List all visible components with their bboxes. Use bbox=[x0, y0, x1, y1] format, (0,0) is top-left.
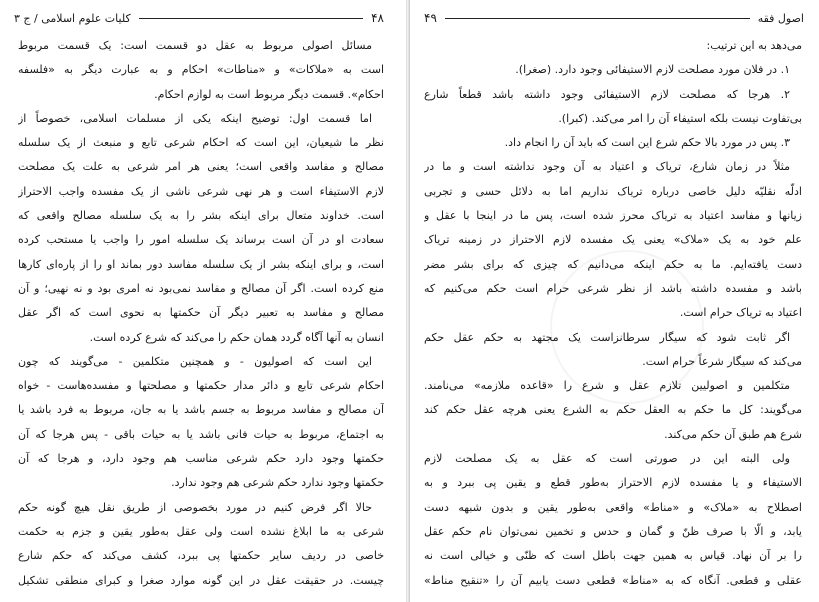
text-line: است، و برای اینکه بشر از یک سلسله مفاسد دور بماند او را از پاره‌ای کارها bbox=[18, 257, 384, 271]
left-page-header bbox=[14, 8, 384, 28]
right-page-number: ۴۹ bbox=[424, 11, 437, 25]
text-line: آن مصالح و مفاسد مربوط به جسم باشد یا به جان، مربوط به فرد باشد یا bbox=[18, 403, 384, 417]
text-line: الاستیفاء و یا مفسده لازم الاحتراز به‌طور قطع و یقین پی ببرد و به bbox=[424, 476, 802, 490]
text-line: ۲. هرجا که مصلحت لازم الاستیفائی وجود داشته باشد قطعاً شارع bbox=[424, 87, 790, 101]
right-page-header bbox=[424, 8, 804, 28]
text-line: نظر ما شیعیان، این است که احکام شرعی تابع و منبعث از یک سلسله bbox=[18, 136, 384, 150]
right-page-body bbox=[424, 34, 802, 593]
text-line: ۱. در فلان مورد مصلحت لازم الاستیفائی وجود دارد. (صغرا). bbox=[515, 63, 790, 77]
text-line: سعادت او در آن است برساند یک سلسله امور را واجب یا مستحب کرده bbox=[18, 233, 384, 247]
right-page bbox=[409, 0, 819, 602]
text-line: حکمتها وجود دارد حکم شرعی مناسب هم وجود دارد، و هرجا که آن bbox=[18, 452, 384, 466]
right-running-title: اصول فقه bbox=[757, 11, 804, 25]
text-line: احکام شرعی تابع و دائر مدار حکمتها و مصلحتها و مفسده‌هاست - خواه bbox=[18, 379, 384, 393]
text-line: ادلّه نقلیّه دلیل خاصی درباره تریاک نداریم اما به دلائل حسی و تجربی bbox=[424, 184, 802, 198]
text-line: این است که اصولیون - و همچنین متکلمین - می‌گویند که چون bbox=[18, 354, 372, 368]
text-line: ۳. پس در مورد بالا حکم شرع این است که باید آن را انجام داد. bbox=[504, 136, 790, 150]
text-line: باشد و مفسده داشته باشد از نظر شرعی حرام است حکم می‌کنیم که bbox=[424, 281, 802, 295]
text-line: اصطلاح به «ملاک» و «مناط» واقعی به‌طور یقین و بدون شبهه دست bbox=[424, 500, 802, 514]
header-rule bbox=[445, 18, 750, 19]
text-line: خاصی در ردیف سایر حکمتها پی ببرد، کشف می‌کند که حکم شارع bbox=[18, 549, 384, 563]
text-line: اما قسمت اول: توضیح اینکه یکی از مسلمات اسلامی، خصوصاً از bbox=[18, 111, 372, 125]
left-running-title: کلیات علوم اسلامی / ج ۳ bbox=[14, 11, 131, 25]
text-line: متکلمین و اصولیین تلازم عقل و شرع را «قاعده ملازمه» می‌نامند. bbox=[424, 379, 790, 393]
text-line: می‌گویند: کل ما حکم به العقل حکم به الشرع یعنی هرچه عقل حکم کند bbox=[424, 403, 802, 417]
text-line: را بر آن نهاد. قیاس به همین جهت باطل است که ظنّی و خیالی است نه bbox=[424, 549, 802, 563]
text-line: ولی البته این در صورتی است که عقل به یک مصلحت لازم bbox=[424, 452, 790, 466]
text-line: دست یافته‌ایم. ما به حکم اینکه می‌دانیم که چیزی که برای بشر مضر bbox=[424, 257, 802, 271]
text-line: است. خداوند متعال برای اینکه بشر را به یک سلسله مصالح واقعی که bbox=[18, 209, 384, 223]
text-line: مسائل اصولی مربوط به عقل دو قسمت است: یک قسمت مربوط bbox=[18, 39, 372, 52]
text-line: چیست. در حقیقت عقل در این گونه موارد صغرا و کبرای منطقی تشکیل bbox=[18, 573, 384, 587]
text-line: زیانها و مفاسد اعتیاد به تریاک محرز شده است، پس ما در اینجا با عقل و bbox=[424, 209, 802, 223]
text-line: یابد، و الّا با صرف ظنّ و گمان و حدس و تخمین نمی‌توان نام حکم عقل bbox=[424, 524, 802, 538]
left-page bbox=[0, 0, 407, 602]
text-line: حالا اگر فرض کنیم در مورد بخصوصی از طریق نقل هیچ گونه حکم bbox=[18, 500, 372, 514]
text-line: مصالح و مفاسد به تعبیر دیگر آن حکمتها به نحوی است که اگر عقل bbox=[18, 306, 384, 320]
text-line: می‌دهد به این ترتیب: bbox=[706, 39, 802, 52]
text-line: احکام». قسمت دیگر مربوط است به لوازم احکام. bbox=[154, 87, 384, 101]
text-line: بی‌تفاوت نیست بلکه استیفاء آن را امر می‌کند. (کبرا). bbox=[558, 111, 802, 125]
text-line: حکمتها وجود ندارد حکم شرعی هم وجود ندارد. bbox=[171, 476, 384, 490]
text-line: علم خود به یک «ملاک» یعنی یک مفسده لازم الاحتراز در زمینه تریاک bbox=[424, 233, 802, 247]
text-line: لازم الاستیفاء است و هر نهی شرعی ناشی از یک مفسده واجب الاحتراز bbox=[18, 184, 384, 198]
text-line: شرع هم طبق آن حکم می‌کند. bbox=[664, 427, 802, 441]
text-line: مصالح و مفاسد واقعی است؛ یعنی هر امر شرعی به علت یک مصلحت bbox=[18, 160, 384, 174]
text-line: منع کرده است. اگر آن مصالح و مفاسد نمی‌بود نه امری بود و نه نهیی؛ و آن bbox=[18, 281, 384, 295]
text-line: مثلاً در زمان شارع، تریاک و اعتیاد به آن وجود نداشته است و ما در bbox=[424, 160, 790, 174]
text-line: است به «ملاکات» و «مناطات» احکام و به عبارت دیگر به «فلسفه bbox=[18, 63, 384, 77]
text-line: شرعی به ما ابلاغ نشده است ولی عقل به‌طور یقین و جزم به حکمت bbox=[18, 524, 384, 538]
text-line: اعتیاد به تریاک حرام است. bbox=[679, 306, 802, 320]
text-line: می‌کند که سیگار شرعاً حرام است. bbox=[642, 354, 802, 368]
header-rule bbox=[139, 18, 363, 19]
text-line: اگر ثابت شود که سیگار سرطانزاست یک مجتهد به حکم عقل حکم bbox=[424, 330, 790, 344]
left-page-body bbox=[18, 34, 384, 593]
text-line: به اجتماع، مربوط به حیات فانی باشد یا به حیات باقی - پس هرجا که آن bbox=[18, 427, 384, 441]
text-line: عقلی و قطعی. آنگاه که به «مناط» قطعی دست یابیم آن را «تنقیح مناط» bbox=[424, 573, 802, 587]
text-line: انسان به آنها آگاه گردد همان حکم را می‌کند که شرع کرده است. bbox=[89, 330, 384, 344]
left-page-number: ۴۸ bbox=[371, 11, 384, 25]
